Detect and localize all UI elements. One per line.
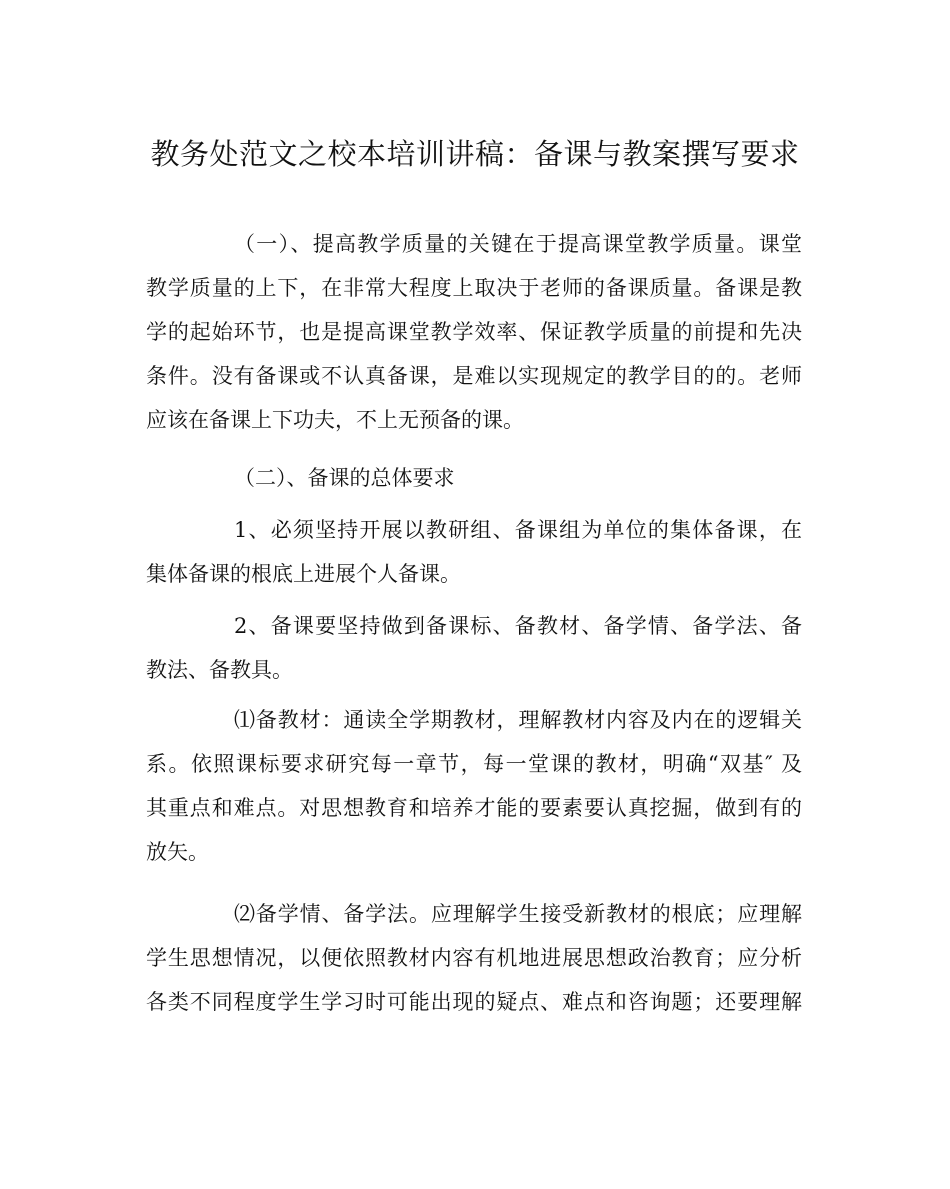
paragraph-line: （一）、提高教学质量的关键在于提高课堂教学质量。课堂: [234, 232, 802, 256]
paragraph-line: 各类不同程度学生学习时可能出现的疑点、难点和咨询题；还要理解: [146, 990, 802, 1014]
paragraph-line: 学生思想情况，以便依照教材内容有机地进展思想政治教育；应分析: [146, 946, 802, 970]
paragraph-line: 系。依照课标要求研究每一章节，每一堂课的教材，明确“双基″ 及: [146, 752, 802, 776]
paragraph-line: 集体备课的根底上进展个人备课。: [146, 562, 461, 586]
paragraph-line: ⑵备学情、备学法。应理解学生接受新教材的根底；应理解: [234, 902, 802, 926]
document-title: 教务处范文之校本培训讲稿：备课与教案撰写要求: [150, 137, 800, 171]
paragraph-line: 学的起始环节，也是提高课堂教学效率、保证教学质量的前提和先决: [146, 320, 802, 344]
paragraph-2: [146, 456, 802, 500]
paragraph-line: 条件。没有备课或不认真备课，是难以实现规定的教学目的的。老师: [146, 364, 802, 388]
paragraph-line: 1、必须坚持开展以教研组、备课组为单位的集体备课，在: [234, 518, 802, 542]
paragraph-line: 应该在备课上下功夫，不上无预备的课。: [146, 408, 524, 432]
paragraph-3: [146, 508, 802, 596]
paragraph-5: [146, 698, 802, 874]
section-heading: （二）、备课的总体要求: [234, 466, 455, 490]
paragraph-line: 2、备课要坚持做到备课标、备教材、备学情、备学法、备: [234, 614, 802, 638]
paragraph-line: 放矢。: [146, 840, 209, 864]
paragraph-line: ⑴备教材：通读全学期教材，理解教材内容及内在的逻辑关: [234, 708, 802, 732]
paragraph-line: 其重点和难点。对思想教育和培养才能的要素要认真挖掘，做到有的: [146, 796, 802, 820]
paragraph-4: [146, 604, 802, 692]
paragraph-1: [146, 222, 802, 442]
paragraph-line: 教学质量的上下，在非常大程度上取决于老师的备课质量。备课是教: [146, 276, 802, 300]
paragraph-6: [146, 892, 802, 1024]
paragraph-line: 教法、备教具。: [146, 658, 293, 682]
